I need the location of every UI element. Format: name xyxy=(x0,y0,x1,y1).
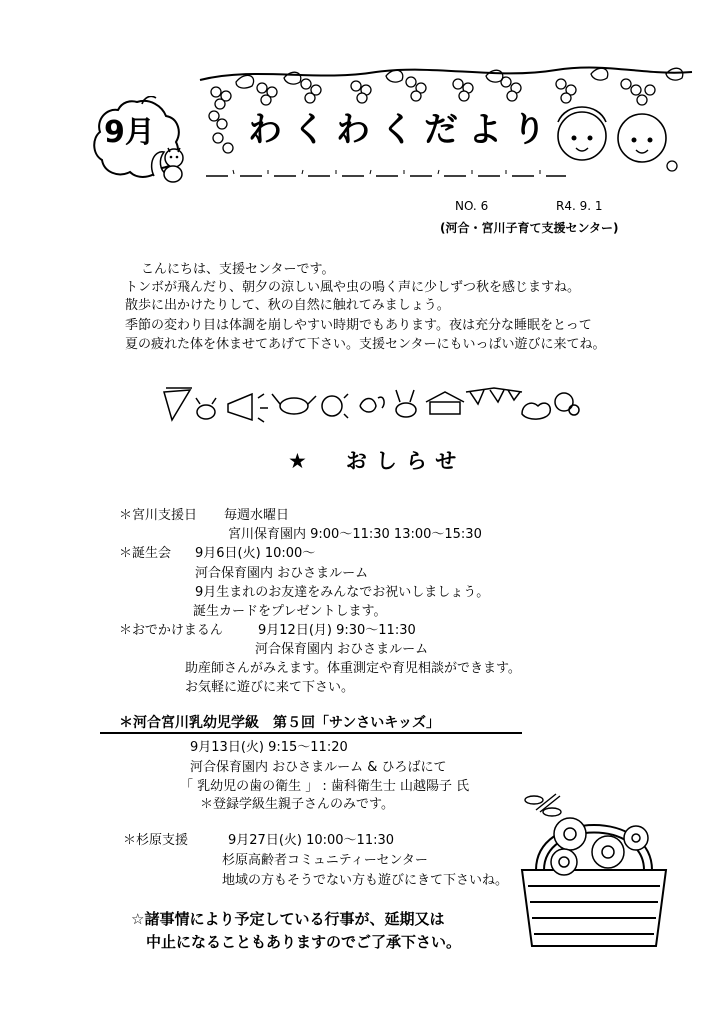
notice-line: 「 乳幼児の歯の衛生 」 : 歯科衛生士 山越陽子 氏 xyxy=(180,779,470,794)
notice-heading: ★ おしらせ xyxy=(288,449,466,473)
notice-when: 毎週水曜日 xyxy=(224,508,290,523)
notice-title: ＊誕生会 xyxy=(119,546,172,561)
notice-line: 地域の方もそうでない方も遊びにきて下さいね。 xyxy=(222,873,509,888)
notice-line: 河合保育園内 おひさまルーム xyxy=(255,642,429,657)
notice-when: 9月12日(月) 9:30～11:30 xyxy=(258,623,416,638)
newsletter-title: わくわくだより xyxy=(248,110,556,150)
footer-notice-line: 中止になることもありますのでご了承下さい。 xyxy=(146,933,462,951)
notice-line: 河合保育園内 おひさまルーム & ひろばにて xyxy=(190,760,447,775)
notice-line: 9月生まれのお友達をみんなでお祝いしましょう。 xyxy=(195,585,490,600)
notice-when: 9月6日(火) 10:00～ xyxy=(195,546,316,561)
footer-notice-line: ☆諸事情により予定している行事が、延期又は xyxy=(131,910,445,928)
notice-line: ＊登録学級生親子さんのみです。 xyxy=(200,797,394,812)
greeting-line: トンボが飛んだり、朝夕の涼しい風や虫の鳴く声に少しずつ秋を感じますね。 xyxy=(125,280,581,295)
notice-title: ＊杉原支援 xyxy=(123,833,189,848)
notice-line: お気軽に遊びに来て下さい。 xyxy=(185,680,355,695)
notice-when: 9月27日(火) 10:00～11:30 xyxy=(228,833,395,848)
greeting-line: 夏の疲れた体を休ませてあげて下さい。支援センターにもいっぱい遊びに来てね。 xyxy=(125,337,606,352)
notice-line: 誕生カードをプレゼントします。 xyxy=(193,604,387,619)
notice-line: 河合保育園内 おひさまルーム xyxy=(195,566,369,581)
notice-title: ＊おでかけまるん xyxy=(119,623,223,638)
notice-line: 杉原高齢者コミュニティーセンター xyxy=(222,853,428,868)
squirrel-icon xyxy=(148,142,188,184)
flower-basket-icon xyxy=(516,790,672,950)
notice-line: 助産師さんがみえます。体重測定や育児相談ができます。 xyxy=(185,661,521,676)
organization-name: (河合・宮川子育て支援センター) xyxy=(440,221,619,235)
notice-line: 9月13日(火) 9:15～11:20 xyxy=(190,740,348,755)
greeting-line: こんにちは、支援センターです。 xyxy=(141,262,335,277)
notice-detail: 宮川保育園内 9:00～11:30 13:00～15:30 xyxy=(228,527,482,542)
decorative-doodles xyxy=(160,384,580,428)
title-underline xyxy=(100,732,522,734)
notice-title: ＊河合宮川乳幼児学級 第５回「サンさいキッズ」 xyxy=(119,715,441,731)
issue-date: R4. 9. 1 xyxy=(556,199,603,213)
issue-number: NO. 6 xyxy=(455,199,489,213)
dashed-divider xyxy=(206,168,566,180)
greeting-line: 散歩に出かけたりして、秋の自然に触れてみましょう。 xyxy=(125,298,450,313)
notice-title: ＊宮川支援日 xyxy=(119,508,198,523)
greeting-line: 季節の変わり目は体調を崩しやすい時期でもあります。夜は充分な睡眠をとって xyxy=(125,318,592,333)
month-label: 9月 xyxy=(104,115,155,150)
